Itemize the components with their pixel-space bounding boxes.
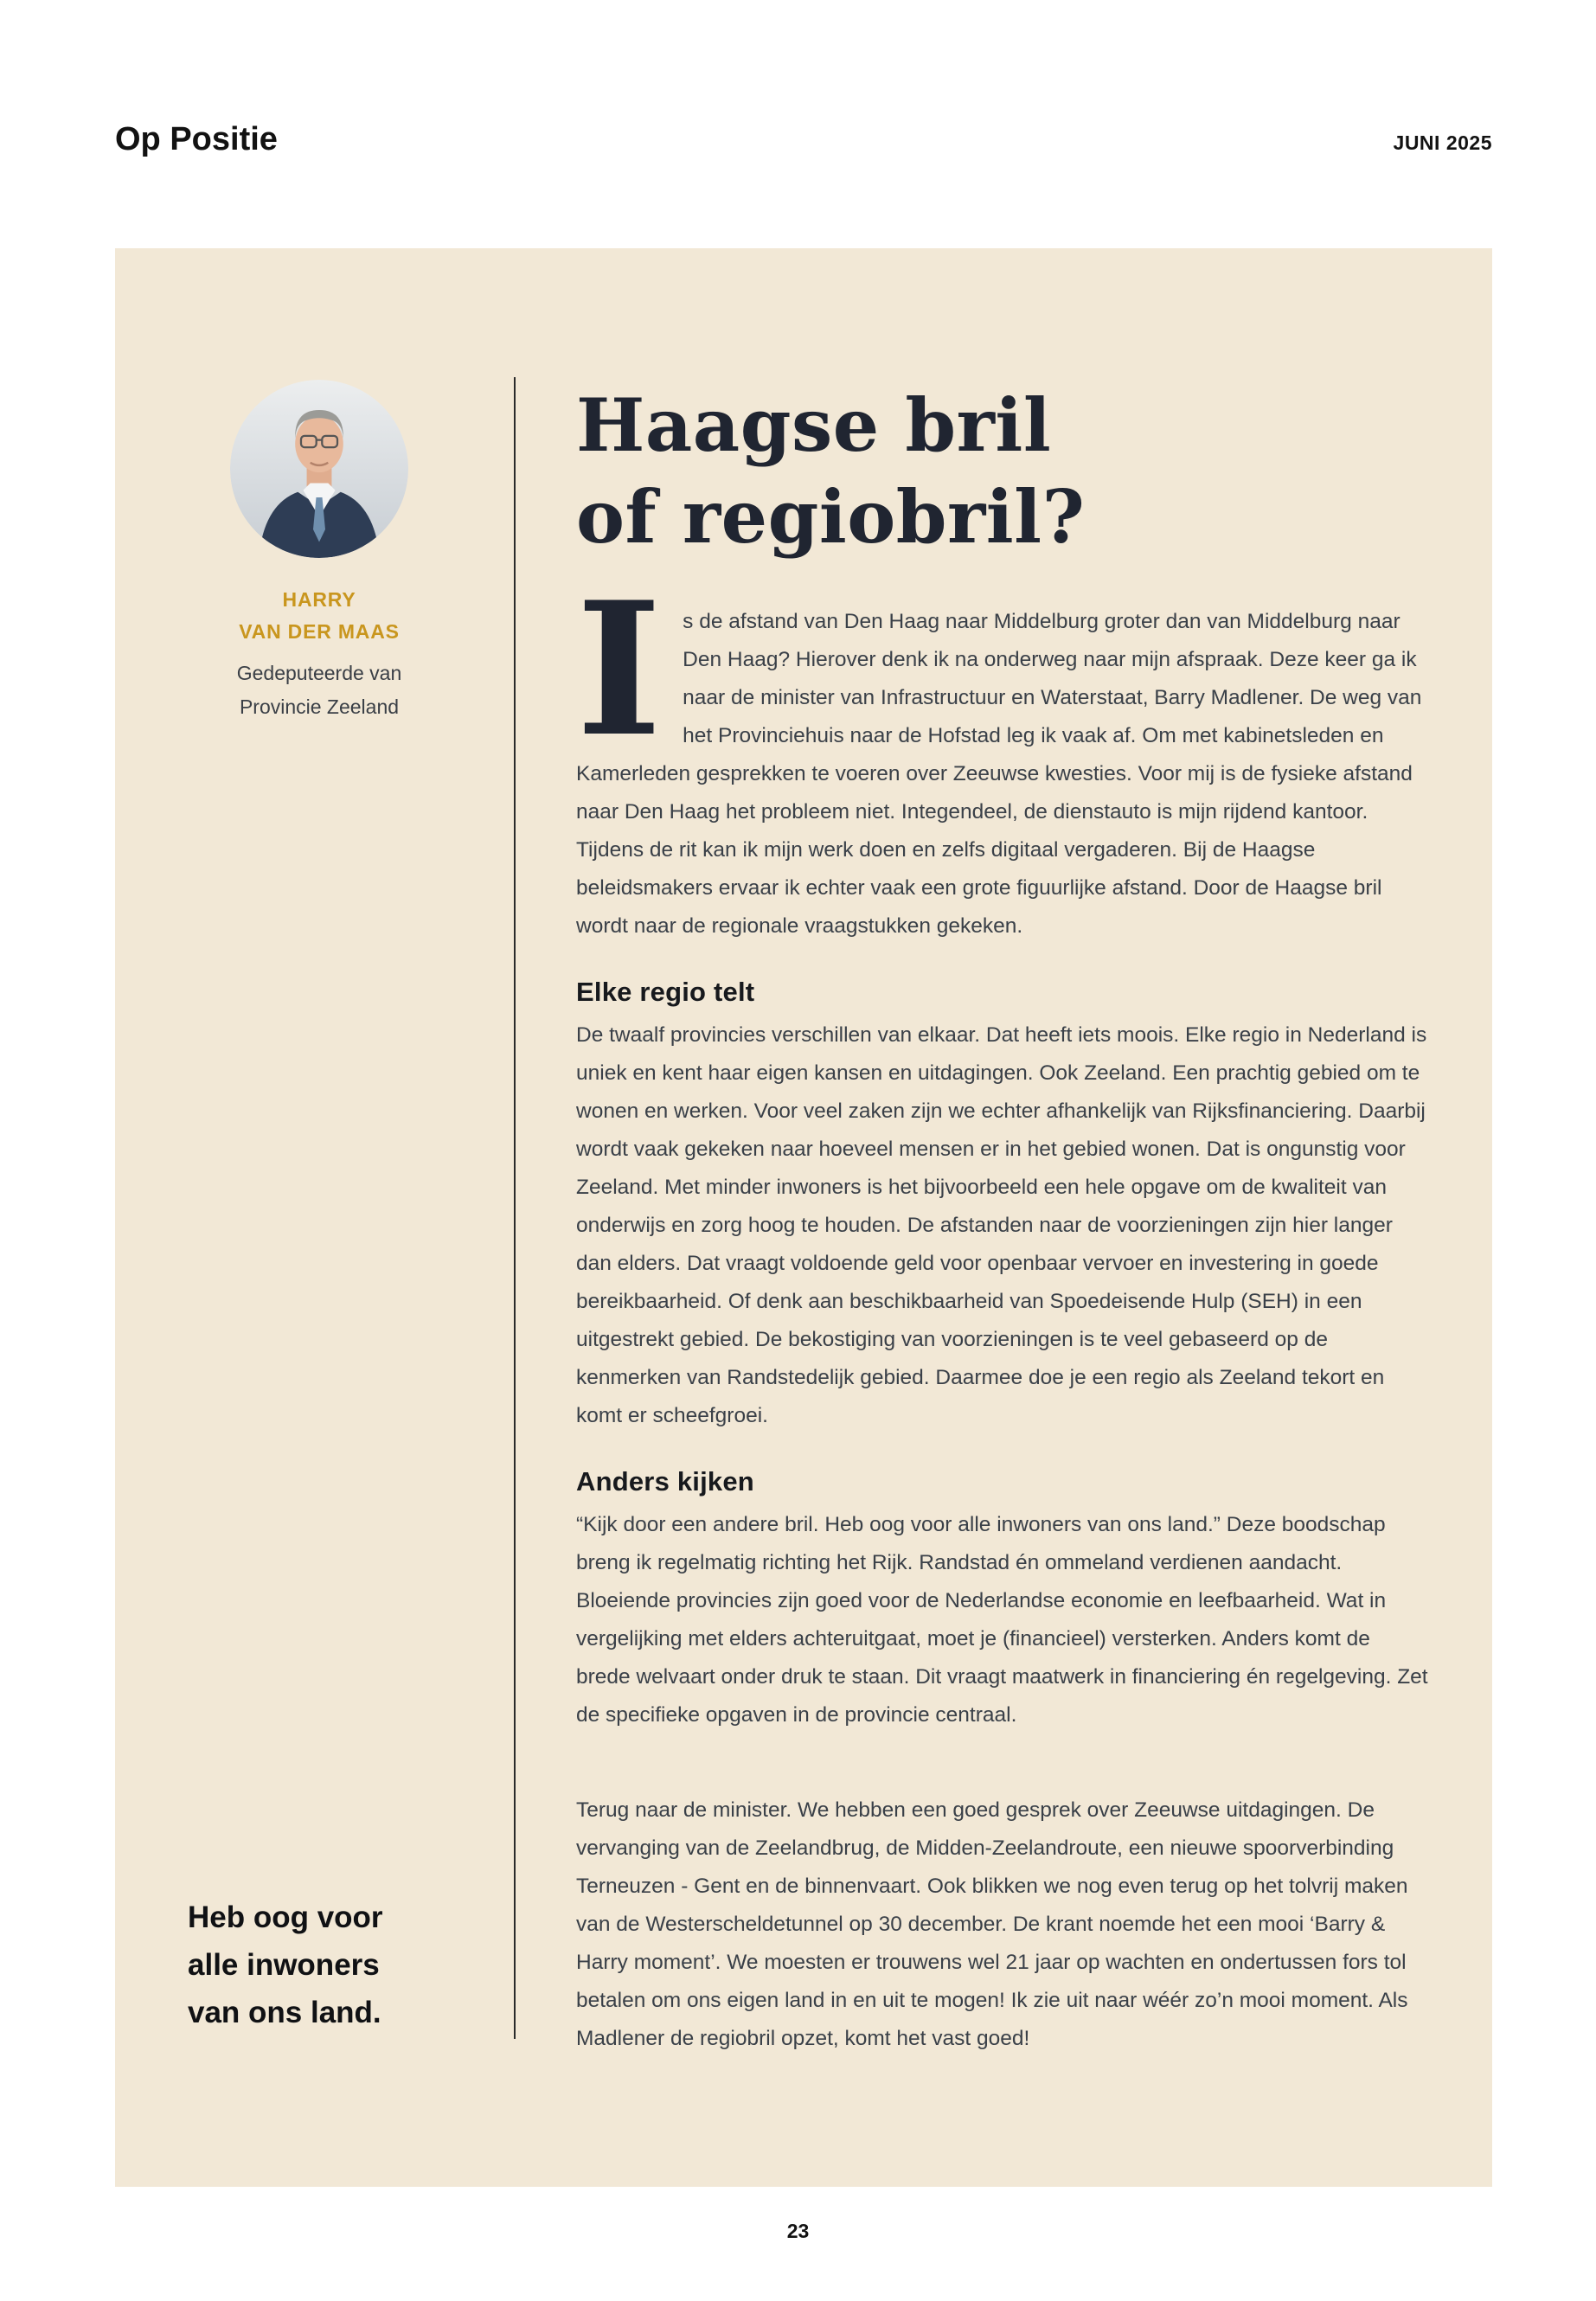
portrait-illustration (230, 380, 408, 558)
section-heading: Anders kijken (576, 1466, 754, 1497)
section-heading: Elke regio telt (576, 977, 755, 1007)
author-role-line2: Provincie Zeeland (239, 695, 400, 718)
pull-quote-line2: alle inwoners (188, 1948, 380, 1982)
section-body: De twaalf provincies verschillen van elkaar. Dat heeft iets moois. Elke regio in Nederland is uniek en kent haar eigen kansen en uitdagingen. Ook Zeeland. Een prachtig gebied om te wonen en werken. Voor veel zaken zijn we echter afhankelijk van Rijksfinanciering. Daarbij wordt vaak gekeken naar hoeveel mensen er in het gebied wonen. Dat is ongunstig voor Zeeland. Met minder inwoners is het bijvoorbeeld een hele opgave om de kwaliteit van onderwijs en zorg hoog te houden. De afstanden naar de voorzieningen zijn hier langer dan elders. Dat vraagt voldoende geld voor openbaar vervoer en investering in goede bereikbaarheid. Of denk aan beschikbaarheid van Spoedeisende Hulp (SEH) in een uitgestrekt gebied. De bekostiging van voorzieningen is te veel gebaseerd op de kenmerken van Randstedelijk gebied. Daarmee doe je een regio als Zeeland tekort en komt er scheefgroei. (576, 1023, 1427, 1427)
article-title-line2: of regiobril? (576, 474, 1086, 560)
article-title-line1: Haagse bril (576, 382, 1052, 468)
pull-quote-line1: Heb oog voor (188, 1900, 383, 1934)
masthead (115, 121, 1492, 158)
issue-date: JUNI 2025 (1393, 131, 1492, 154)
pull-quote (188, 1894, 447, 2036)
author-first-name: HARRY (282, 588, 356, 611)
section-body: “Kijk door een andere bril. Heb oog voor alle inwoners van ons land.” Deze boodschap breng ik regelmatig richting het Rijk. Randstad én ommeland verdienen aandacht. Bloeiende provincies zijn goed voor de Nederlandse economie en leefbaarheid. Wat in vergelijking met elders achteruitgaat, moet je (financieel) versterken. Anders komt de brede welvaart onder druk te staan. Dit vraagt maatwerk in financiering én regelgeving. Zet de specifieke opgaven in de provincie centraal. (576, 1513, 1428, 1727)
article-title (576, 380, 1428, 563)
page-number: 23 (786, 2220, 810, 2242)
column-divider (514, 377, 516, 2039)
article-column (576, 380, 1428, 2058)
author-portrait-photo (230, 380, 408, 558)
dropcap: I (576, 561, 663, 777)
author-name (150, 584, 489, 648)
section-elke-regio-telt (576, 977, 1428, 1435)
pull-quote-line3: van ons land. (188, 1996, 381, 2029)
author-role-line1: Gedeputeerde van (236, 662, 402, 684)
author-last-name: VAN DER MAAS (239, 620, 400, 643)
magazine-title: Op Positie (115, 121, 278, 157)
author-role (150, 657, 489, 724)
intro-paragraph (576, 561, 1428, 945)
section-anders-kijken (576, 1466, 1428, 1734)
intro-text: s de afstand van Den Haag naar Middelburg groter dan van Middelburg naar Den Haag? Hierover denk ik na onderweg naar mijn afspraak. Deze keer ga ik naar de minister van Infrastructuur en Waterstaat, Barry Madlener. De weg van het Provinciehuis naar de Hofstad leg ik vaak af. Om met kabinetsleden en Kamerleden gesprekken te voeren over Zeeuwse kwesties. Voor mij is de fysieke afstand naar Den Haag het probleem niet. Integendeel, de dienstauto is mijn rijdend kantoor. Tijdens de rit kan ik mijn werk doen en zelfs digitaal vergaderen. Bij de Haagse beleidsmakers ervaar ik echter vaak een grote figuurlijke afstand. Door de Haagse bril wordt naar de regionale vraagstukken gekeken. (576, 610, 1422, 938)
article-panel (115, 248, 1492, 2187)
closing-paragraph: Terug naar de minister. We hebben een goed gesprek over Zeeuwse uitdagingen. De vervanging van de Zeelandbrug, de Midden-Zeelandroute, een nieuwe spoorverbinding Terneuzen - Gent en de binnenvaart. Ook blikken we nog even terug op het tolvrij maken van de Westerscheldetunnel op 30 december. De krant noemde het een mooi ‘Barry & Harry moment’. We moesten er trouwens wel 21 jaar op wachten en ondertussen fors tol betalen om ons eigen land in en uit te mogen! Ik zie uit naar wéér zo’n mooi moment. Als Madlener de regiobril opzet, komt het vast goed! (576, 1798, 1408, 2050)
